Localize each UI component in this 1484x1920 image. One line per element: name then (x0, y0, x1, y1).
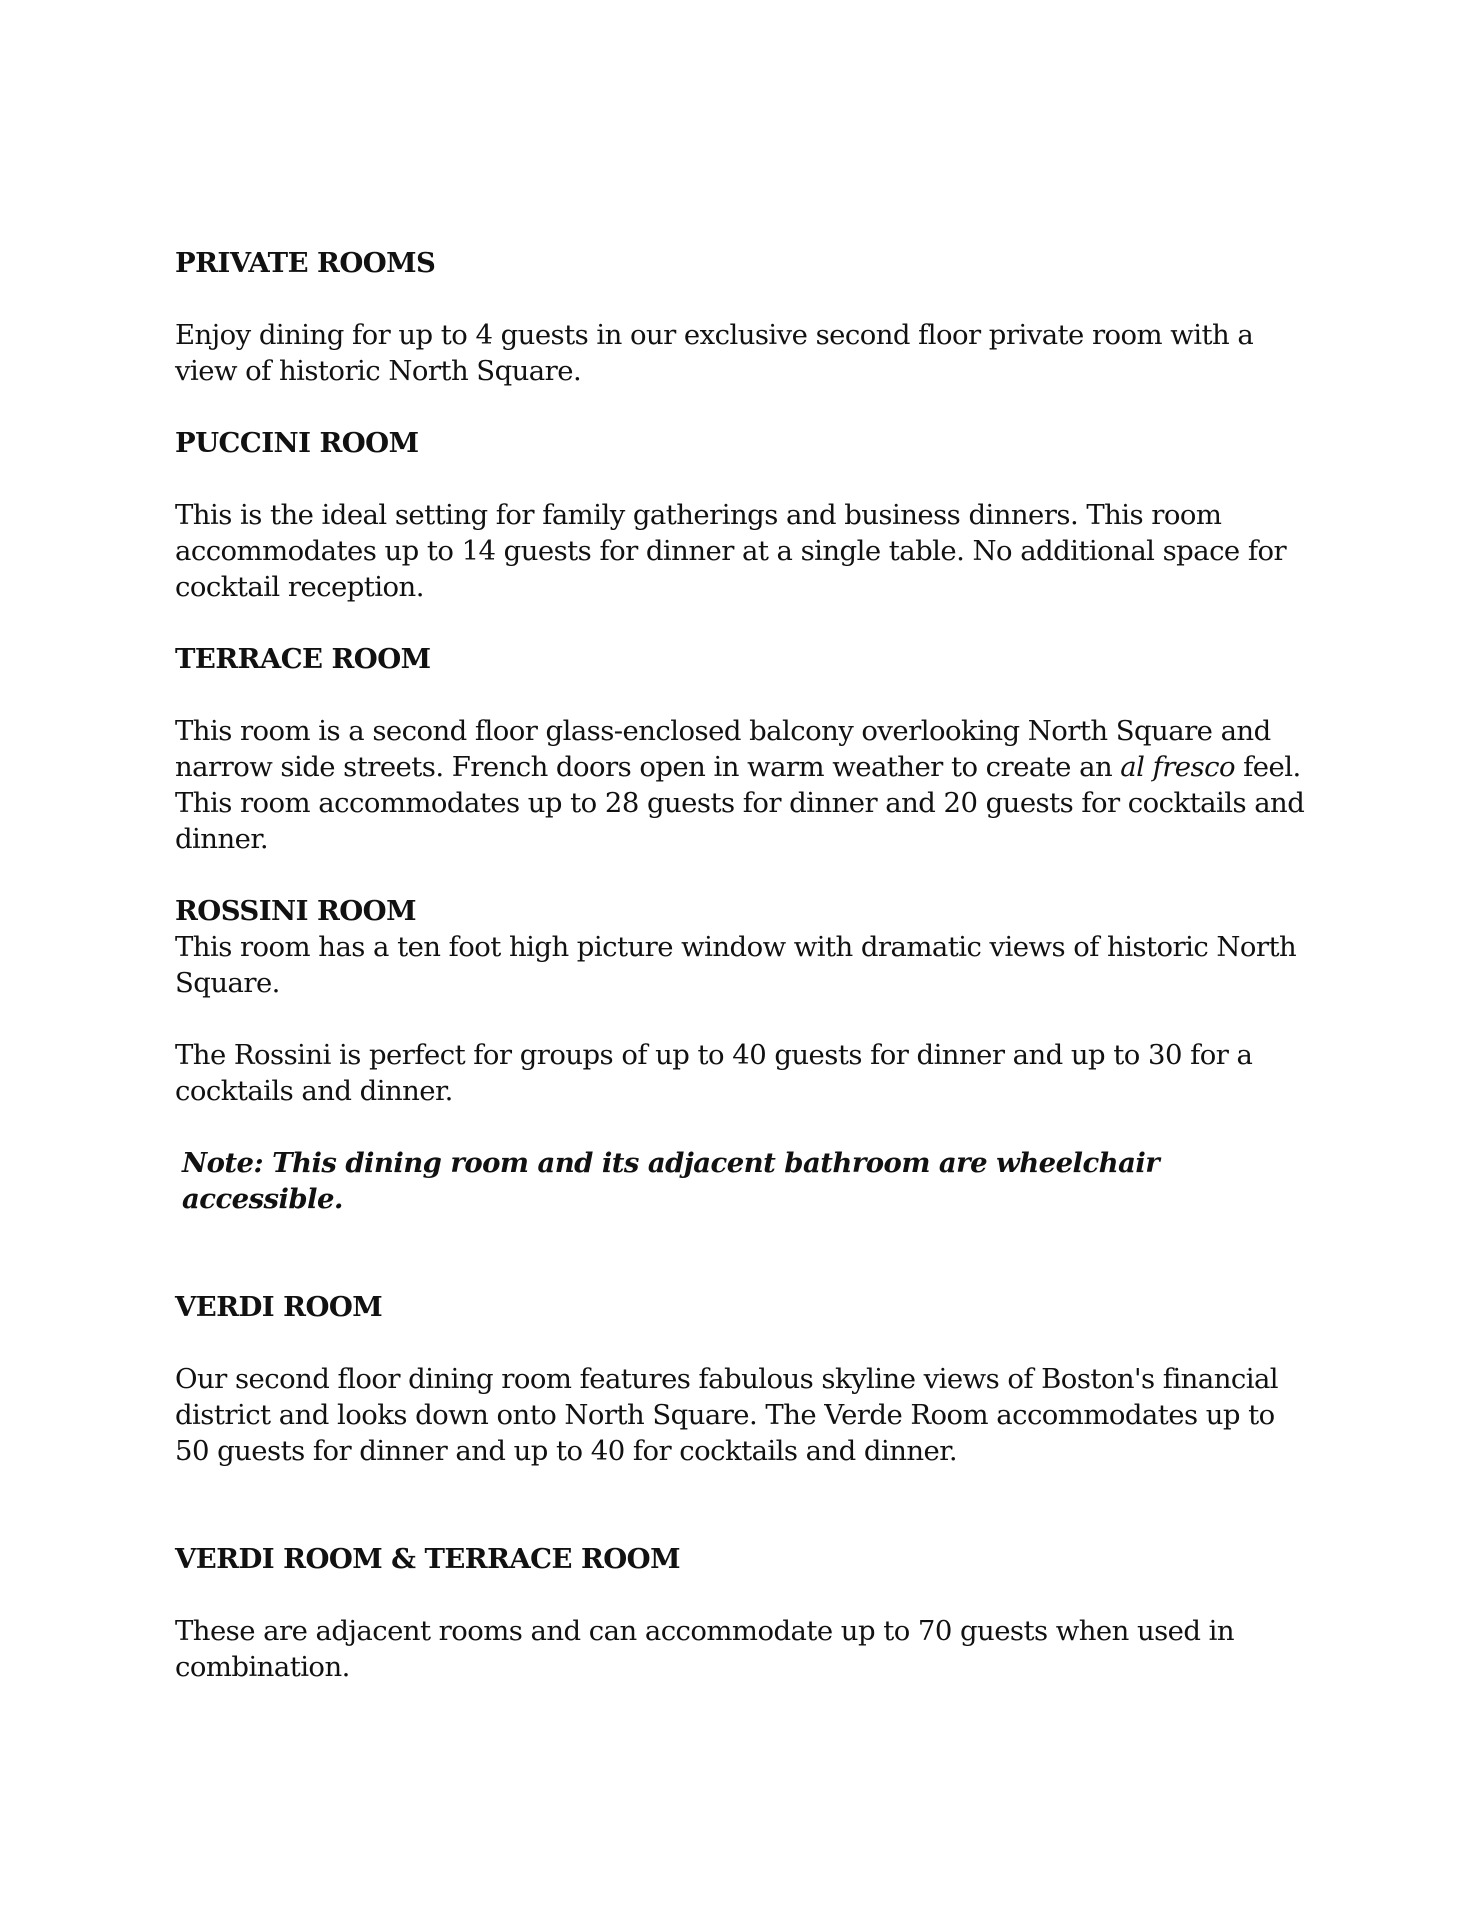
puccini-room-text: This is the ideal setting for family gatherings and business dinners. This room accommodates up to 14 guests for dinner at a single table. No additional space for cocktail reception. (175, 499, 1287, 603)
private-rooms-text: Enjoy dining for up to 4 guests in our exclusive second floor private room with a view of historic North Square. (175, 319, 1254, 387)
rossini-room-capacity-text: The Rossini is perfect for groups of up to 40 guests for dinner and up to 30 for a cocktails and dinner. (175, 1039, 1253, 1107)
verdi-terrace-heading: VERDI ROOM & TERRACE ROOM (175, 1543, 680, 1575)
verdi-terrace-text: These are adjacent rooms and can accommodate up to 70 guests when used in combination. (175, 1615, 1235, 1683)
rossini-room-heading: ROSSINI ROOM (175, 895, 416, 927)
rossini-room-text: This room has a ten foot high picture window with dramatic views of historic North Square. (175, 931, 1297, 999)
puccini-room-heading: PUCCINI ROOM (175, 427, 419, 459)
terrace-text-part-2: feel. This room accommodates up to 28 guests for dinner and 20 guests for cocktails and dinner. (175, 751, 1305, 855)
rossini-accessibility-note: Note: This dining room and its adjacent bathroom are wheelchair accessible. (182, 1147, 1160, 1215)
private-rooms-heading: PRIVATE ROOMS (175, 247, 436, 279)
terrace-room-text (175, 713, 1305, 857)
document-content (175, 245, 1305, 1685)
verdi-room-heading: VERDI ROOM (175, 1291, 383, 1323)
terrace-room-heading: TERRACE ROOM (175, 643, 431, 675)
terrace-text-part-1: This room is a second floor glass-enclosed balcony overlooking North Square and narrow side streets. French doors open in warm weather to create an (175, 715, 1271, 783)
verdi-room-text: Our second floor dining room features fabulous skyline views of Boston's financial district and looks down onto North Square. The Verde Room accommodates up to 50 guests for dinner and up to 40 for cocktails and dinner. (175, 1363, 1279, 1467)
terrace-text-italic: al fresco (1120, 751, 1235, 783)
